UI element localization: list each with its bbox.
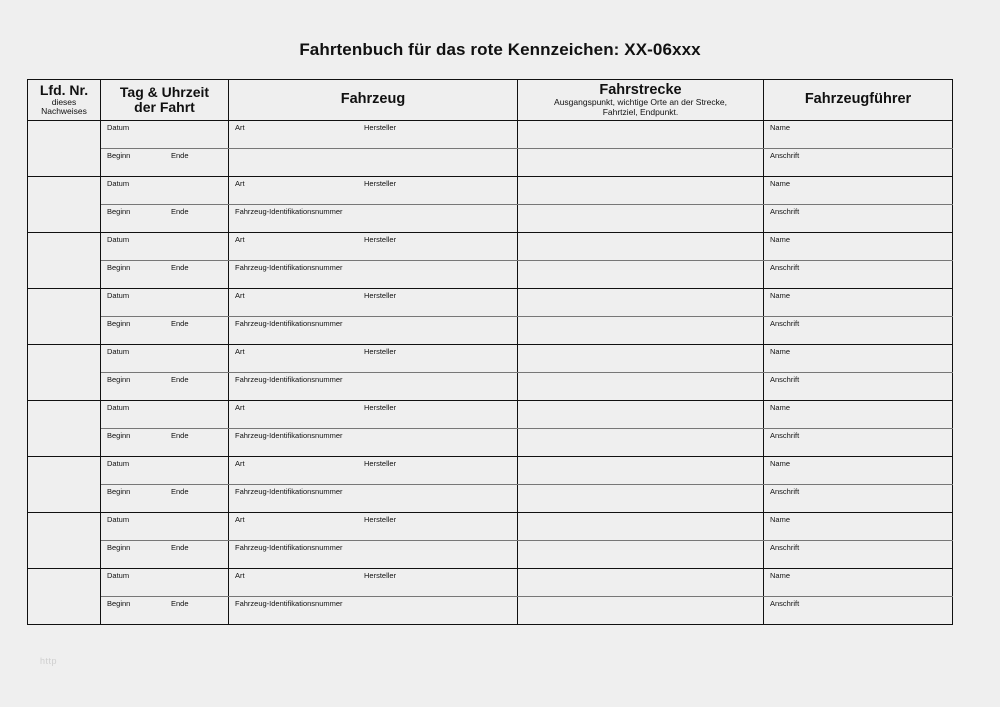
- datum-field[interactable]: [101, 457, 229, 485]
- fin-label: Fahrzeug-Identifikationsnummer: [235, 319, 343, 328]
- name-field[interactable]: [764, 457, 953, 485]
- art-label: Art: [235, 179, 245, 188]
- fahrstrecke-field-bottom[interactable]: [518, 317, 764, 345]
- anschrift-label: Anschrift: [770, 375, 800, 384]
- anschrift-field[interactable]: [764, 485, 953, 513]
- datum-field[interactable]: [101, 233, 229, 261]
- anschrift-label: Anschrift: [770, 263, 800, 272]
- lfd-nr-cell[interactable]: [28, 177, 101, 233]
- beginn-label: Beginn: [107, 431, 131, 440]
- fin-label: Fahrzeug-Identifikationsnummer: [235, 263, 343, 272]
- hersteller-label: Hersteller: [364, 571, 397, 580]
- name-label: Name: [770, 571, 791, 580]
- entries-body: [28, 121, 953, 625]
- hersteller-label: Hersteller: [364, 515, 397, 524]
- fahrstrecke-field-bottom[interactable]: [518, 597, 764, 625]
- header-row: [28, 80, 953, 121]
- ende-label: Ende: [171, 319, 189, 328]
- fahrstrecke-field-top[interactable]: [518, 401, 764, 429]
- fin-label: Fahrzeug-Identifikationsnummer: [235, 599, 343, 608]
- lfd-nr-cell[interactable]: [28, 457, 101, 513]
- beginn-label: Beginn: [107, 207, 131, 216]
- hersteller-label: Hersteller: [364, 291, 397, 300]
- name-field[interactable]: [764, 401, 953, 429]
- header-lfd-nr: [28, 80, 101, 121]
- entry-row-bottom: [28, 261, 953, 289]
- art-label: Art: [235, 291, 245, 300]
- ende-label: Ende: [171, 263, 189, 272]
- entry-row: [28, 513, 953, 541]
- ende-label: Ende: [171, 543, 189, 552]
- hersteller-label: Hersteller: [364, 123, 397, 132]
- fahrstrecke-field-bottom[interactable]: [518, 205, 764, 233]
- fahrstrecke-field-top[interactable]: [518, 569, 764, 597]
- datum-label: Datum: [107, 235, 130, 244]
- beginn-label: Beginn: [107, 151, 131, 160]
- fahrstrecke-field-bottom[interactable]: [518, 429, 764, 457]
- datum-field[interactable]: [101, 401, 229, 429]
- fahrstrecke-field-bottom[interactable]: [518, 261, 764, 289]
- art-hersteller-field[interactable]: [229, 289, 518, 317]
- name-field[interactable]: [764, 569, 953, 597]
- header-tag-line2: der Fahrt: [134, 99, 195, 115]
- anschrift-field[interactable]: [764, 429, 953, 457]
- anschrift-field[interactable]: [764, 317, 953, 345]
- datum-field[interactable]: [101, 345, 229, 373]
- name-field[interactable]: [764, 177, 953, 205]
- fahrstrecke-field-bottom[interactable]: [518, 541, 764, 569]
- fahrstrecke-field-top[interactable]: [518, 121, 764, 149]
- entry-row-bottom: [28, 597, 953, 625]
- anschrift-field[interactable]: [764, 541, 953, 569]
- beginn-ende-field[interactable]: [101, 597, 229, 625]
- entry-row-bottom: [28, 205, 953, 233]
- anschrift-field[interactable]: [764, 597, 953, 625]
- anschrift-field[interactable]: [764, 261, 953, 289]
- beginn-ende-field[interactable]: [101, 205, 229, 233]
- header-fahrzeugfuehrer: [764, 80, 953, 121]
- entry-row-bottom: [28, 317, 953, 345]
- ende-label: Ende: [171, 207, 189, 216]
- header-fahrstrecke-sub1: Ausgangspunkt, wichtige Orte an der Strecke,: [554, 96, 727, 107]
- lfd-nr-cell[interactable]: [28, 569, 101, 625]
- name-label: Name: [770, 403, 791, 412]
- fahrstrecke-field-top[interactable]: [518, 233, 764, 261]
- fahrstrecke-field-top[interactable]: [518, 289, 764, 317]
- name-field[interactable]: [764, 513, 953, 541]
- entry-row: [28, 289, 953, 317]
- art-label: Art: [235, 123, 245, 132]
- fin-field[interactable]: [229, 485, 518, 513]
- lfd-nr-cell[interactable]: [28, 233, 101, 289]
- art-label: Art: [235, 459, 245, 468]
- anschrift-label: Anschrift: [770, 319, 800, 328]
- fin-field[interactable]: [229, 261, 518, 289]
- entry-row: [28, 233, 953, 261]
- entry-row: [28, 345, 953, 373]
- ende-label: Ende: [171, 151, 189, 160]
- beginn-label: Beginn: [107, 263, 131, 272]
- ende-label: Ende: [171, 375, 189, 384]
- header-lfd-sub1: dieses: [51, 96, 77, 107]
- fin-label: Fahrzeug-Identifikationsnummer: [235, 375, 343, 384]
- art-hersteller-field[interactable]: [229, 345, 518, 373]
- header-lfd-sub2: Nachweises: [41, 106, 87, 117]
- logbook-table: [27, 79, 953, 625]
- fin-label: Fahrzeug-Identifikationsnummer: [235, 431, 343, 440]
- anschrift-field[interactable]: [764, 205, 953, 233]
- fin-field[interactable]: [229, 597, 518, 625]
- fahrstrecke-field-bottom[interactable]: [518, 485, 764, 513]
- fin-label: Fahrzeug-Identifikationsnummer: [235, 487, 343, 496]
- page-title: Fahrtenbuch für das rote Kennzeichen: XX-06xxx: [299, 40, 701, 59]
- beginn-ende-field[interactable]: [101, 261, 229, 289]
- lfd-nr-cell[interactable]: [28, 289, 101, 345]
- fahrstrecke-field-top[interactable]: [518, 457, 764, 485]
- beginn-label: Beginn: [107, 599, 131, 608]
- art-label: Art: [235, 347, 245, 356]
- fin-label: Fahrzeug-Identifikationsnummer: [235, 543, 343, 552]
- ende-label: Ende: [171, 487, 189, 496]
- beginn-ende-field[interactable]: [101, 485, 229, 513]
- ende-label: Ende: [171, 431, 189, 440]
- anschrift-field[interactable]: [764, 373, 953, 401]
- art-hersteller-field[interactable]: [229, 233, 518, 261]
- lfd-nr-cell[interactable]: [28, 121, 101, 177]
- art-hersteller-field[interactable]: [229, 177, 518, 205]
- datum-field[interactable]: [101, 177, 229, 205]
- fahrstrecke-field-top[interactable]: [518, 177, 764, 205]
- art-hersteller-field[interactable]: [229, 513, 518, 541]
- fin-field[interactable]: [229, 373, 518, 401]
- anschrift-label: Anschrift: [770, 487, 800, 496]
- name-field[interactable]: [764, 345, 953, 373]
- art-label: Art: [235, 403, 245, 412]
- header-tag-line1: Tag & Uhrzeit: [119, 84, 210, 101]
- ende-label: Ende: [171, 599, 189, 608]
- name-label: Name: [770, 179, 791, 188]
- anschrift-label: Anschrift: [770, 599, 800, 608]
- header-fahrzeug: [229, 80, 518, 121]
- name-label: Name: [770, 123, 791, 132]
- fahrstrecke-field-bottom[interactable]: [518, 149, 764, 177]
- header-fahrstrecke-title: Fahrstrecke: [599, 81, 682, 98]
- datum-field[interactable]: [101, 121, 229, 149]
- name-label: Name: [770, 459, 791, 468]
- entry-row-bottom: [28, 429, 953, 457]
- datum-field[interactable]: [101, 513, 229, 541]
- fin-field[interactable]: [229, 541, 518, 569]
- beginn-label: Beginn: [107, 487, 131, 496]
- watermark: http: [40, 656, 58, 666]
- name-field[interactable]: [764, 233, 953, 261]
- header-fahrstrecke: [518, 80, 764, 121]
- art-hersteller-field[interactable]: [229, 457, 518, 485]
- beginn-label: Beginn: [107, 375, 131, 384]
- hersteller-label: Hersteller: [364, 459, 397, 468]
- art-hersteller-field[interactable]: [229, 569, 518, 597]
- art-label: Art: [235, 515, 245, 524]
- name-label: Name: [770, 347, 791, 356]
- art-label: Art: [235, 235, 245, 244]
- fin-field[interactable]: [229, 149, 518, 177]
- fahrstrecke-field-bottom[interactable]: [518, 373, 764, 401]
- name-label: Name: [770, 291, 791, 300]
- datum-field[interactable]: [101, 289, 229, 317]
- entry-row-bottom: [28, 373, 953, 401]
- fin-field[interactable]: [229, 317, 518, 345]
- lfd-nr-cell[interactable]: [28, 345, 101, 401]
- fahrstrecke-field-top[interactable]: [518, 345, 764, 373]
- entry-row-bottom: [28, 149, 953, 177]
- anschrift-label: Anschrift: [770, 431, 800, 440]
- fahrstrecke-field-top[interactable]: [518, 513, 764, 541]
- name-label: Name: [770, 515, 791, 524]
- hersteller-label: Hersteller: [364, 179, 397, 188]
- header-fuehrer-title: Fahrzeugführer: [804, 91, 912, 108]
- entry-row: [28, 401, 953, 429]
- beginn-label: Beginn: [107, 319, 131, 328]
- anschrift-field[interactable]: [764, 149, 953, 177]
- entry-row: [28, 177, 953, 205]
- entry-row: [28, 569, 953, 597]
- datum-label: Datum: [107, 571, 130, 580]
- datum-label: Datum: [107, 459, 130, 468]
- name-field[interactable]: [764, 289, 953, 317]
- anschrift-label: Anschrift: [770, 543, 800, 552]
- beginn-ende-field[interactable]: [101, 429, 229, 457]
- datum-label: Datum: [107, 291, 130, 300]
- datum-label: Datum: [107, 515, 130, 524]
- art-hersteller-field[interactable]: [229, 121, 518, 149]
- lfd-nr-cell[interactable]: [28, 513, 101, 569]
- fin-label: Fahrzeug-Identifikationsnummer: [235, 207, 343, 216]
- datum-label: Datum: [107, 123, 130, 132]
- entry-row-bottom: [28, 541, 953, 569]
- datum-label: Datum: [107, 403, 130, 412]
- fin-field[interactable]: [229, 429, 518, 457]
- name-field[interactable]: [764, 121, 953, 149]
- anschrift-label: Anschrift: [770, 207, 800, 216]
- beginn-ende-field[interactable]: [101, 541, 229, 569]
- header-fahrzeug-title: Fahrzeug: [340, 91, 406, 108]
- beginn-ende-field[interactable]: [101, 317, 229, 345]
- entry-row-bottom: [28, 485, 953, 513]
- header-tag-uhrzeit: [101, 80, 229, 121]
- beginn-label: Beginn: [107, 543, 131, 552]
- beginn-ende-field[interactable]: [101, 149, 229, 177]
- datum-field[interactable]: [101, 569, 229, 597]
- header-lfd-title: Lfd. Nr.: [39, 81, 89, 98]
- entry-row: [28, 121, 953, 149]
- datum-label: Datum: [107, 347, 130, 356]
- art-hersteller-field[interactable]: [229, 401, 518, 429]
- hersteller-label: Hersteller: [364, 347, 397, 356]
- hersteller-label: Hersteller: [364, 235, 397, 244]
- anschrift-label: Anschrift: [770, 151, 800, 160]
- entry-row: [28, 457, 953, 485]
- beginn-ende-field[interactable]: [101, 373, 229, 401]
- art-label: Art: [235, 571, 245, 580]
- header-fahrstrecke-sub2: Fahrtziel, Endpunkt.: [602, 106, 679, 117]
- datum-label: Datum: [107, 179, 130, 188]
- hersteller-label: Hersteller: [364, 403, 397, 412]
- fin-field[interactable]: [229, 205, 518, 233]
- lfd-nr-cell[interactable]: [28, 401, 101, 457]
- name-label: Name: [770, 235, 791, 244]
